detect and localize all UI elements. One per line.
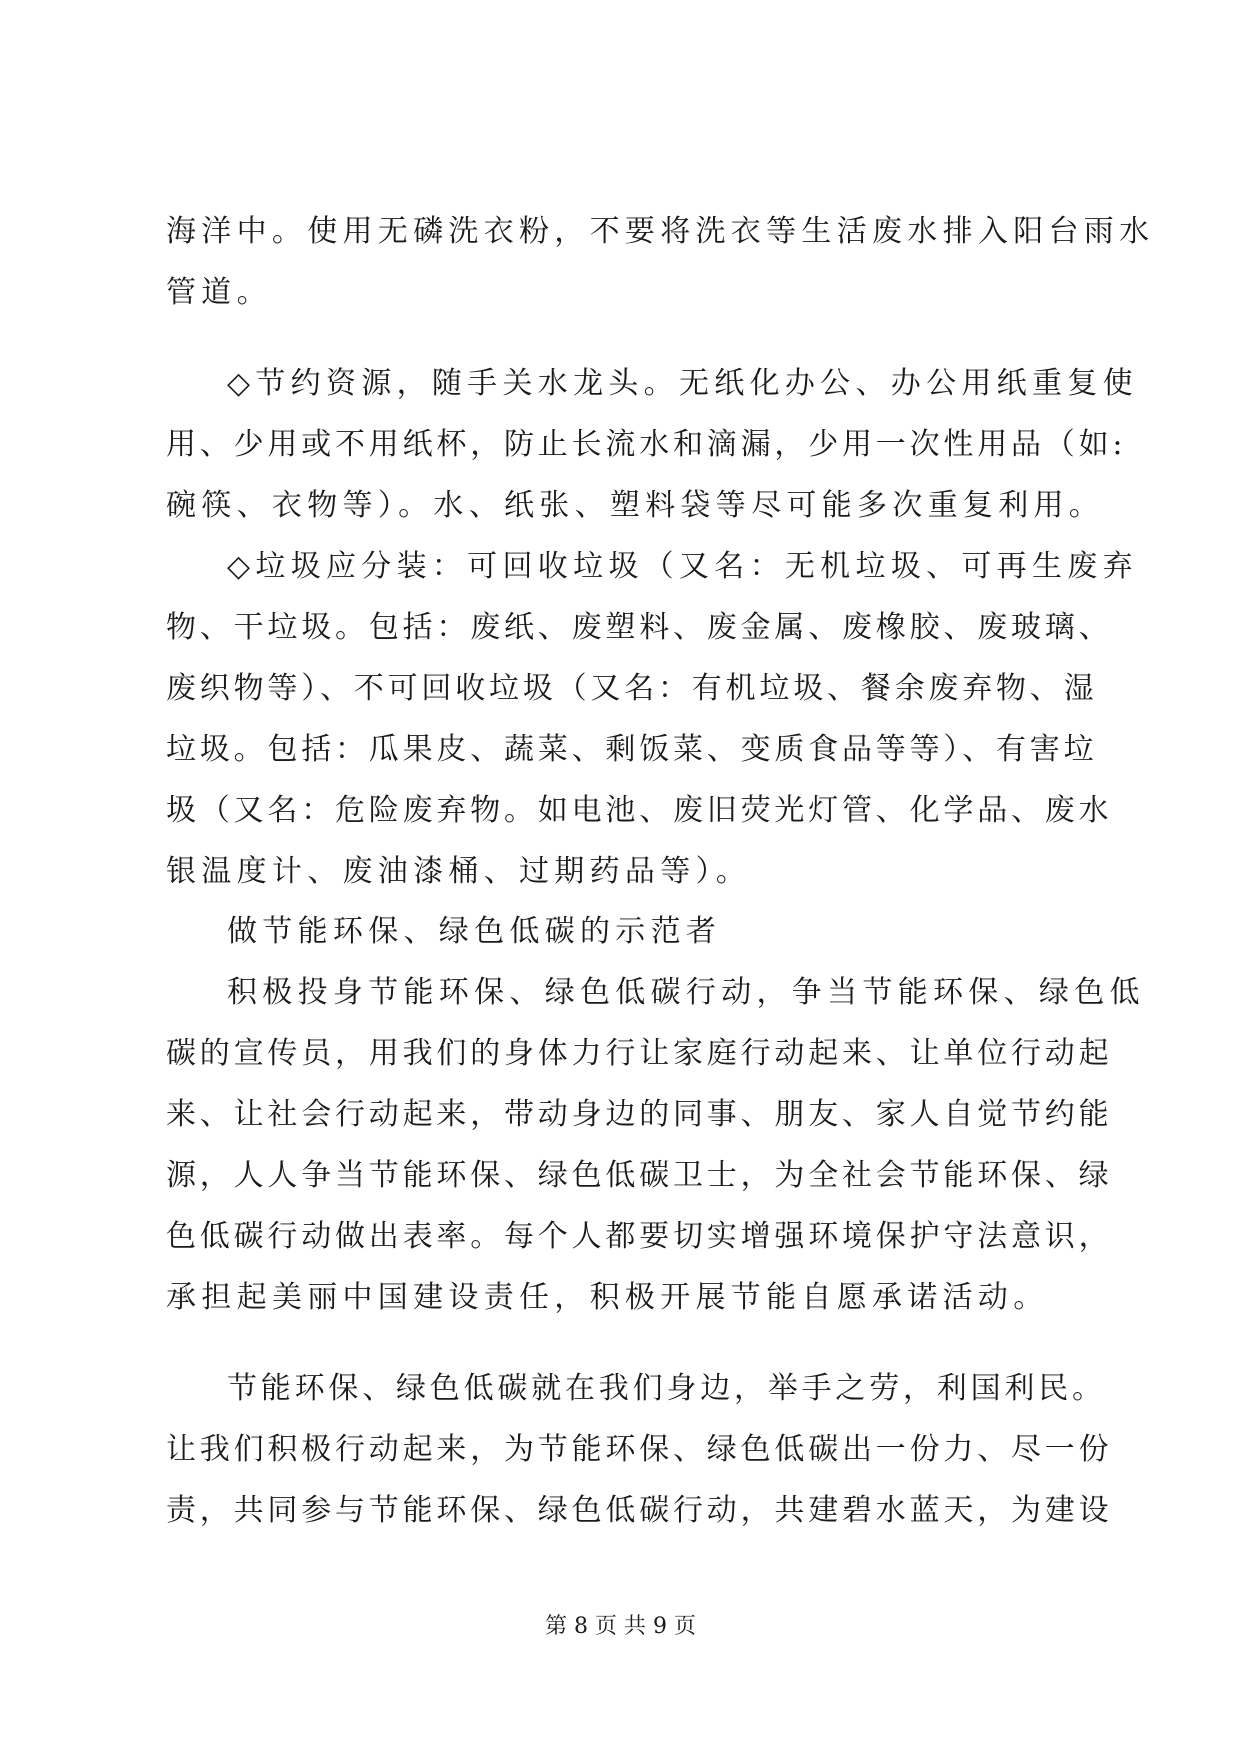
text-line: 承担起美丽中国建设责任，积极开展节能自愿承诺活动。: [166, 1280, 1049, 1315]
text-line: 色低碳行动做出表率。每个人都要切实增强环境保护守法意识，: [166, 1219, 1113, 1254]
text-line: 海洋中。使用无磷洗衣粉，不要将洗衣等生活废水排入阳台雨水: [166, 214, 1155, 249]
text-line: ◇垃圾应分装：可回收垃圾（又名：无机垃圾、可再生废弃: [227, 549, 1138, 584]
section-heading: 做节能环保、绿色低碳的示范者: [227, 914, 722, 949]
text-line: 让我们积极行动起来，为节能环保、绿色低碳出一份力、尽一份: [166, 1432, 1113, 1467]
text-line: 管道。: [166, 275, 272, 310]
text-line: 圾（又名：危险废弃物。如电池、废旧荧光灯管、化学品、废水: [166, 793, 1113, 828]
text-line: 银温度计、废油漆桶、过期药品等）。: [166, 854, 752, 889]
text-line: 垃圾。包括：瓜果皮、蔬菜、剩饭菜、变质食品等等）、有害垃: [166, 732, 1098, 767]
text-line: 废织物等）、不可回收垃圾（又名：有机垃圾、餐余废弃物、湿: [166, 671, 1098, 706]
text-line: 用、少用或不用纸杯，防止长流水和滴漏，少用一次性用品（如:: [166, 427, 1127, 462]
text-line: 碳的宣传员，用我们的身体力行让家庭行动起来、让单位行动起: [166, 1036, 1113, 1071]
text-line: ◇节约资源，随手关水龙头。无纸化办公、办公用纸重复使: [227, 366, 1138, 401]
text-line: 碗筷、衣物等）。水、纸张、塑料袋等尽可能多次重复利用。: [166, 488, 1105, 523]
text-line: 积极投身节能环保、绿色低碳行动，争当节能环保、绿色低: [227, 975, 1145, 1010]
text-line: 源，人人争当节能环保、绿色低碳卫士，为全社会节能环保、绿: [166, 1158, 1113, 1193]
text-line: 物、干垃圾。包括：废纸、废塑料、废金属、废橡胶、废玻璃、: [166, 610, 1113, 645]
text-line: 节能环保、绿色低碳就在我们身边，举手之劳，利国利民。: [227, 1371, 1106, 1406]
text-line: 来、让社会行动起来，带动身边的同事、朋友、家人自觉节约能: [166, 1097, 1113, 1132]
page-number-footer: 第 8 页 共 9 页: [545, 1614, 696, 1639]
text-line: 责，共同参与节能环保、绿色低碳行动，共建碧水蓝天，为建设: [166, 1493, 1113, 1528]
